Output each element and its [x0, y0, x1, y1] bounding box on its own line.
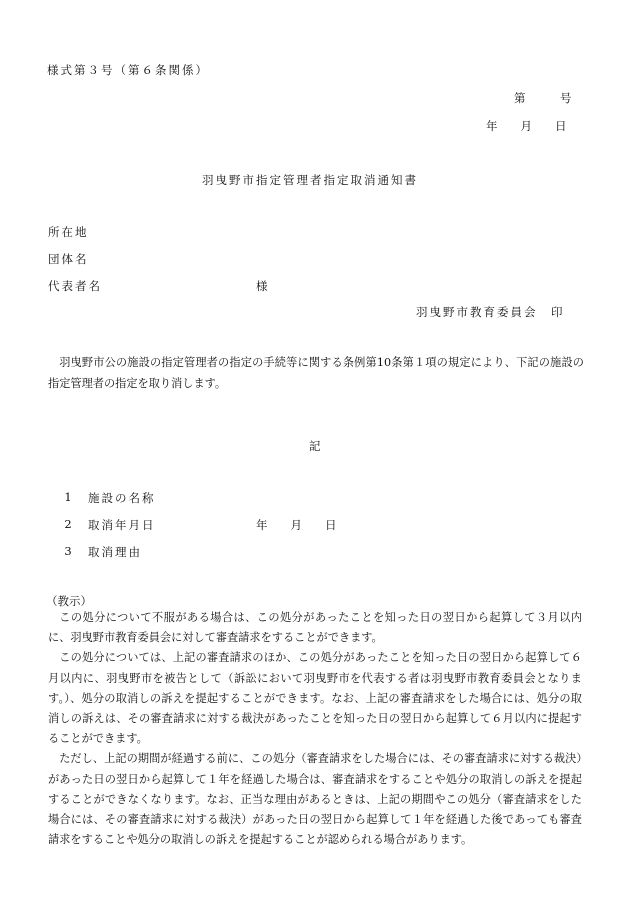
- body-text: 羽曳野市公の施設の指定管理者の指定の手続等に関する条例第10条第１項の規定により、下記の施設の指定管理者の指定を取り消します。: [48, 356, 584, 390]
- item-number: 1: [64, 490, 72, 504]
- organization-label: 団体名: [48, 252, 89, 266]
- item-number: 2: [64, 517, 72, 531]
- item-label: 取消理由: [88, 545, 142, 559]
- document-date: 年 月 日: [486, 119, 567, 133]
- item-label: 施設の名称: [88, 491, 156, 505]
- item-label: 取消年月日: [88, 518, 156, 532]
- notice-paragraph: ただし、上記の期間が経過する前に、この処分（審査請求をした場合には、その審査請求に対する裁決）があった日の翌日から起算して１年を経過した場合は、審査請求をすることや処分の取消しの訴えを提起することができなくなります。なお、正当な理由があるときは、上記の期間やこの処分（審査請求をした場合には、その審査請求に対する裁決）があった日の翌日から起算して１年を経過した後であっても審査請求をすることや処分の取消しの訴えを提起することが認められる場合があります。: [48, 752, 582, 847]
- notice-body: [48, 608, 582, 850]
- representative-label: 代表者名: [48, 279, 102, 293]
- sender-name: 羽曳野市教育委員会 印: [416, 305, 565, 319]
- form-label: 様式第３号（第６条関係）: [47, 63, 209, 77]
- honorific: 様: [256, 279, 268, 293]
- address-label: 所在地: [48, 225, 89, 239]
- item-number: 3: [64, 544, 72, 558]
- notice-paragraph: この処分について不服がある場合は、この処分があったことを知った日の翌日から起算して３月以内に、羽曳野市教育委員会に対して審査請求をすることができます。: [48, 611, 582, 645]
- document-title: 羽曳野市指定管理者指定取消通知書: [202, 173, 418, 187]
- cancel-date: 年 月 日: [256, 518, 337, 532]
- notice-paragraph: この処分については、上記の審査請求のほか、この処分があったことを知った日の翌日から起算して６月以内に、羽曳野市を被告として（訴訟において羽曳野市を代表する者は羽曳野市教育委員会となります。）、処分の取消しの訴えを提起することができます。なお、上記の審査請求をした場合には、処分の取消しの訴えは、その審査請求に対する裁決があったことを知った日の翌日から起算して６月以内に提起することができます。: [48, 651, 582, 746]
- notice-heading: （教示）: [46, 594, 92, 608]
- ki-heading: 記: [309, 439, 321, 453]
- document-number: 第 号: [514, 91, 572, 105]
